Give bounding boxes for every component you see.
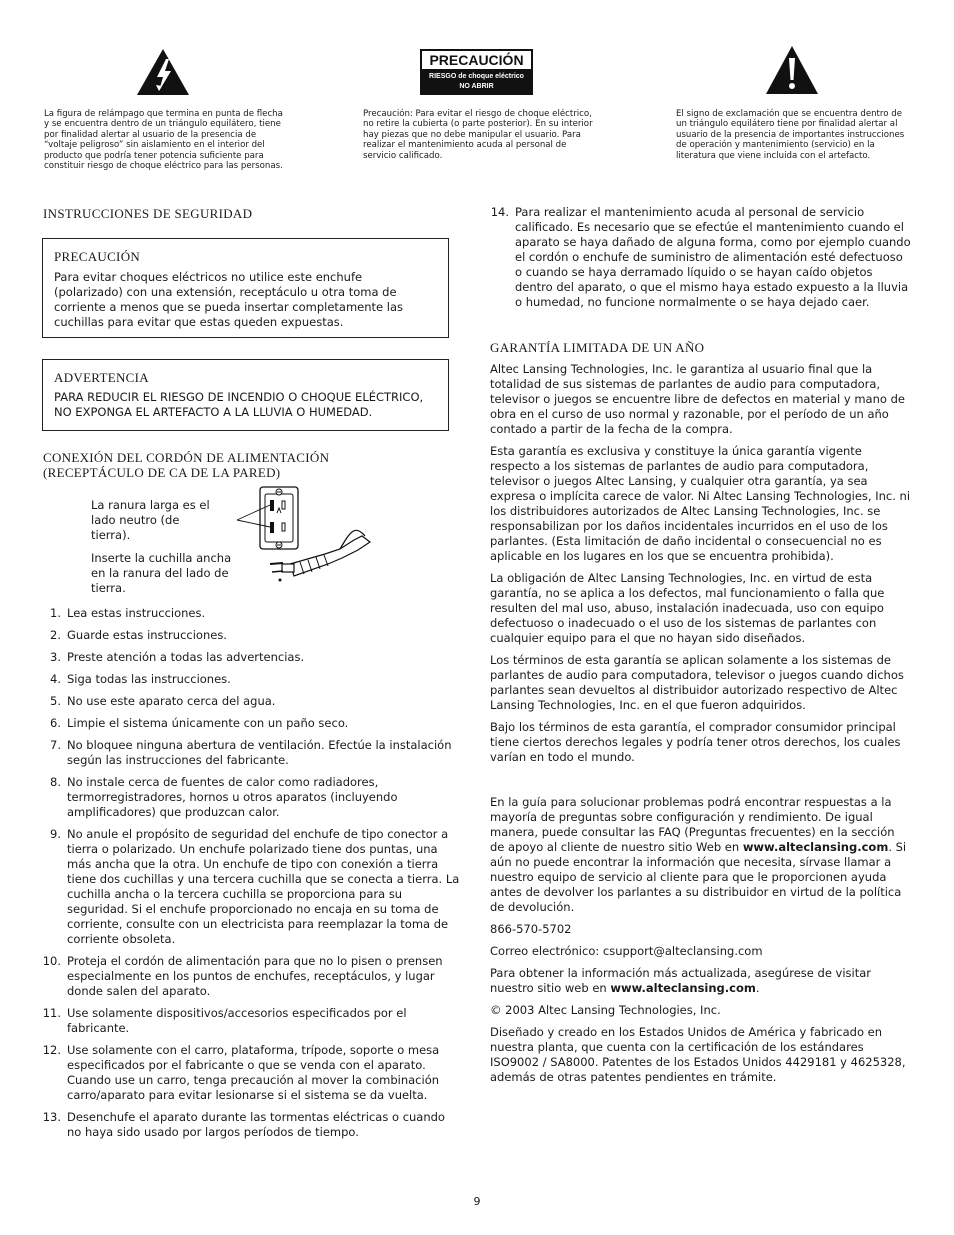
warning-box-title: ADVERTENCIA [54,370,149,385]
list-item: 13. Desenchufe el aparato durante las tormentas eléctricas o cuando no haya sido usado por largos períodos de tiempo. [42,1110,445,1139]
precaution-label [420,49,533,95]
precaution-label-line2: NO ABRIR [459,83,494,90]
exclamation-warning-icon [764,44,820,96]
list-item: 6. Limpie el sistema únicamente con un paño seco. [50,716,349,730]
cord-heading-line2: (RECEPTÁCULO DE CA DE LA PARED) [43,465,281,480]
cord-heading-line1: CONEXIÓN DEL CORDÓN DE ALIMENTACIÓN [43,450,330,465]
page-number: 9 [473,1195,481,1208]
caution-box-title: PRECAUCIÓN [54,249,141,264]
support-email: Correo electrónico: csupport@alteclansing.com [490,944,763,958]
support-paragraph: En la guía para solucionar problemas podrá encontrar respuestas a la mayoría de preguntas sobre configuración y rendimiento. De igual manera, puede consultar las FAQ (Preguntas frecuentes) en la sección de apoyo al cliente de nuestro sitio Web en www.alteclansing.com. Si aún no puede encontrar la información que necesita, sírvase llamar a nuestro equipo de servicio al cliente para que le proporcionen ayuda antes de devolver los parlantes a su distribuidor en virtud de la política de devolución. [490,795,907,914]
warranty-paragraph: Los términos de esta garantía se aplican solamente a los sistemas de parlantes de audio para computadora, televisor o juegos cuando dichos parlantes sean devueltos al distribuidor autorizado respectivo de Altec Lansing Technologies, Inc. en el que fueron adquiridos. [490,653,904,712]
cord-heading [43,450,329,480]
safety-instructions-list [42,606,462,1140]
outlet-plug-illustration [230,484,380,584]
warranty-text [490,362,912,772]
warranty-paragraph: Bajo los términos de esta garantía, el comprador consumidor principal tiene ciertos derechos legales y podría tener otros derechos, los cuales varían en todo el mundo. [490,720,901,764]
exclamation-caption: El signo de exclamación que se encuentra dentro de un triángulo equilátero tiene por finalidad alertar al usuario de la presencia de importantes instrucciones de operación y mantenimiento (servicio) en la literatura que viene incluida con el artefacto. [676,109,905,161]
list-item: 7. No bloquee ninguna abertura de ventilación. Efectúe la instalación según las instrucciones del fabricante. [50,738,452,767]
lightning-warning-icon [135,47,191,97]
list-item: 5. No use este aparato cerca del agua. [50,694,276,708]
warning-box-text: PARA REDUCIR EL RIESGO DE INCENDIO O CHOQUE ELÉCTRICO, NO EXPONGA EL ARTEFACTO A LA LLUVIA O HUMEDAD. [54,390,424,419]
figure-text-neutral: La ranura larga es el lado neutro (de tierra). [91,498,210,542]
safety-instructions-list-cont [490,205,912,310]
precaution-caption: Precaución: Para evitar el riesgo de choque eléctrico, no retire la cubierta (o parte posterior). En su interior hay piezas que no debe manipular el usuario. Para realizar el mantenimiento acuda al personal de servicio calificado. [363,109,593,161]
warning-box [42,359,449,431]
lightning-caption: La figura de relámpago que termina en punta de flecha y se encuentra dentro de un triángulo equilátero, tiene por finalidad alertar al usuario de la presencia de “voltaje peligroso” sin aislamiento en el interior del producto que podría tener potencia suficiente para constituir riesgo de choque eléctrico para las personas. [44,109,283,172]
list-item: 4. Siga todas las instrucciones. [50,672,231,686]
figure-text-insert: Inserte la cuchilla ancha en la ranura del lado de tierra. [91,551,232,595]
warranty-paragraph: La obligación de Altec Lansing Technologies, Inc. en virtud de esta garantía, no se aplica a los defectos, mal funcionamiento o falla que resulten del mal uso, abuso, instalación inadecuada, uso con equipo defectuoso o inadecuado o el uso de los sistemas de parlantes con cualquier equipo para el que no hayan sido diseñados. [490,571,885,645]
list-item: 2. Guarde estas instrucciones. [50,628,227,642]
support-text [490,795,912,1092]
copyright: © 2003 Altec Lansing Technologies, Inc. [490,1003,721,1017]
list-item: 11. Use solamente dispositivos/accesorios especificados por el fabricante. [42,1006,407,1035]
precaution-label-line1: RIESGO de choque eléctrico [429,73,524,80]
list-item: 12. Use solamente con el carro, plataforma, trípode, soporte o mesa especificados por el fabricante o que se venda con el aparato. Cuando use un carro, tenga precaución al mover la combinación carro/aparato para evitar lesionarse si el sistema se da vuelta. [42,1043,440,1102]
warranty-heading: GARANTÍA LIMITADA DE UN AÑO [490,340,705,355]
caution-box [42,238,449,338]
warranty-paragraph: Esta garantía es exclusiva y constituye la única garantía vigente respecto a los sistemas de parlantes de audio para computadora, televisor o juegos Altec Lansing, y cualquier otra garantía, ya sea expresa o implícita carece de valor. Ni Altec Lansing Technologies, Inc. ni los distribuidores autorizados de Altec Lansing Technologies, Inc. se responsabilizan por los daños incidentales incurridos en el uso de los parlantes. (Esta limitación de daño incidental o consecuencial no es aplicable en los lugares en los que se encuentra prohibida). [490,444,911,563]
list-item: 10. Proteja el cordón de alimentación para que no lo pisen o prensen especialmente en los puntos de enchufes, receptáculos, y lugar donde salen del aparato. [42,954,443,998]
list-item: 9. No anule el propósito de seguridad del enchufe de tipo conector a tierra o polarizado. Un enchufe polarizado tiene dos puntas, una más ancha que la otra. Un enchufe de tipo con conexión a tierra tiene dos cuchillas y una tercera cuchilla que se conecta a tierra. La cuchilla ancha o la tercera cuchilla se proporciona para su seguridad. Si el enchufe proporcionado no encaja en su toma de corriente, consulte con un electricista para reemplazar la toma de corriente obsoleta. [50,827,460,946]
safety-heading: INSTRUCCIONES DE SEGURIDAD [43,206,253,221]
list-item: 3. Preste atención a todas las advertencias. [50,650,305,664]
list-item: 14. Para realizar el mantenimiento acuda al personal de servicio calificado. Es necesario que se efectúe el mantenimiento cuando el aparato se haya dañado de alguna forma, como por ejemplo cuando el cordón o enchufe de suministro de alimentación esté defectuoso o cuando se haya derramado líquido o se hayan caído objetos dentro del aparato, o que el mismo haya estado expuesto a la lluvia o humedad, no funcione normalmente o se haya dejado caer. [490,205,911,309]
website-link[interactable]: www.alteclansing.com [742,840,889,854]
update-paragraph: Para obtener la información más actualizada, asegúrese de visitar nuestro sitio web en www.alteclansing.com. [490,966,872,995]
warranty-paragraph: Altec Lansing Technologies, Inc. le garantiza al usuario final que la totalidad de sus sistemas de parlantes de audio para computadora, televisor o juegos se encuentre libre de defectos en material y mano de obra en el curso de uso normal y razonable, por el período de un año contado a partir de la fecha de la compra. [490,362,905,436]
list-item: 8. No instale cerca de fuentes de calor como radiadores, termorregistradores, hornos u otros aparatos (incluyendo amplificadores) que produzcan calor. [50,775,398,819]
caution-box-text: Para evitar choques eléctricos no utilice este enchufe (polarizado) con una extensión, receptáculo u otra toma de corriente a menos que se pueda insertar completamente las cuchillas para evitar que estas queden expuestas. [54,270,404,329]
support-phone: 866-570-5702 [490,922,572,936]
list-item: 1. Lea estas instrucciones. [50,606,206,620]
design-statement: Diseñado y creado en los Estados Unidos de América y fabricado en nuestra planta, que cuenta con la certificación de los estándares ISO9002 / SA8000. Patentes de los Estados Unidos 4429181 y 4625328, además de otras patentes pendientes en trámite. [490,1025,906,1084]
precaution-label-title: PRECAUCIÓN [422,51,531,69]
website-link[interactable]: www.alteclansing.com [610,981,756,995]
